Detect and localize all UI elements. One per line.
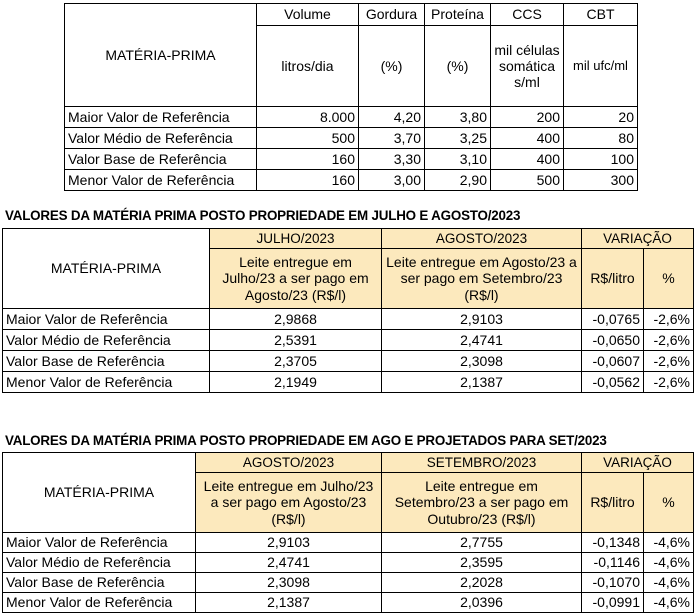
table-row	[65, 170, 638, 191]
column-description: Leite entregue em Agosto/23 a ser pago em Setembro/23 (R$/l)	[382, 249, 582, 309]
row-label: Valor Base de Referência	[65, 149, 257, 170]
cell-value: 160	[257, 170, 359, 191]
row-label: Menor Valor de Referência	[3, 593, 196, 613]
unit-label: R$/litro	[582, 249, 644, 309]
unit-label: %	[644, 473, 694, 533]
table2-title: VALORES DA MATÉRIA PRIMA POSTO PROPRIEDADE EM JULHO E AGOSTO/2023	[5, 208, 521, 223]
cell-value: 2,9868	[210, 309, 382, 330]
table-row	[3, 533, 694, 553]
unit-label: (%)	[359, 26, 425, 107]
raw-material-header: MATÉRIA-PRIMA	[65, 4, 257, 107]
variation-header: VARIAÇÃO	[582, 229, 694, 249]
cell-value: 500	[491, 170, 564, 191]
cell-value: 2,4741	[196, 553, 382, 573]
cell-value: -0,0562	[582, 372, 644, 393]
august-september-table	[2, 452, 694, 613]
cell-value: 2,90	[425, 170, 491, 191]
column-description: Leite entregue em Julho/23 a ser pago em Agosto/23 (R$/l)	[196, 473, 382, 533]
column-header: CCS	[491, 4, 564, 26]
cell-value: 3,10	[425, 149, 491, 170]
july-august-table	[2, 228, 694, 393]
table-row	[3, 593, 694, 613]
cell-value: 2,7755	[382, 533, 582, 553]
cell-value: 2,9103	[382, 309, 582, 330]
cell-value: 80	[564, 128, 638, 149]
month-header: AGOSTO/2023	[382, 229, 582, 249]
table-row	[3, 351, 694, 372]
cell-value: -0,1070	[582, 573, 644, 593]
column-description: Leite entregue em Setembro/23 a ser pago em Outubro/23 (R$/l)	[382, 473, 582, 533]
table-row	[65, 149, 638, 170]
cell-value: -2,6%	[644, 372, 694, 393]
cell-value: 160	[257, 149, 359, 170]
cell-value: 2,4741	[382, 330, 582, 351]
cell-value: 3,30	[359, 149, 425, 170]
cell-value: -4,6%	[644, 573, 694, 593]
row-label: Valor Médio de Referência	[65, 128, 257, 149]
cell-value: -2,6%	[644, 309, 694, 330]
row-label: Valor Base de Referência	[3, 351, 210, 372]
cell-value: 400	[491, 128, 564, 149]
cell-value: 500	[257, 128, 359, 149]
unit-label: %	[644, 249, 694, 309]
cell-value: 2,3098	[196, 573, 382, 593]
variation-header: VARIAÇÃO	[582, 453, 694, 473]
month-header: JULHO/2023	[210, 229, 382, 249]
cell-value: 2,9103	[196, 533, 382, 553]
cell-value: 2,3098	[382, 351, 582, 372]
cell-value: 3,25	[425, 128, 491, 149]
table3-title: VALORES DA MATÉRIA PRIMA POSTO PROPRIEDADE EM AGO E PROJETADOS PARA SET/2023	[5, 433, 607, 448]
row-label: Valor Médio de Referência	[3, 553, 196, 573]
cell-value: 2,3705	[210, 351, 382, 372]
unit-label: litros/dia	[257, 26, 359, 107]
reference-values-table	[64, 3, 638, 191]
month-header: AGOSTO/2023	[196, 453, 382, 473]
row-label: Valor Base de Referência	[3, 573, 196, 593]
table-row	[3, 330, 694, 351]
cell-value: -4,6%	[644, 593, 694, 613]
cell-value: 20	[564, 107, 638, 128]
table-row	[3, 372, 694, 393]
table-row	[3, 553, 694, 573]
cell-value: 2,0396	[382, 593, 582, 613]
column-header: CBT	[564, 4, 638, 26]
row-label: Maior Valor de Referência	[3, 309, 210, 330]
cell-value: -4,6%	[644, 533, 694, 553]
raw-material-header: MATÉRIA-PRIMA	[3, 453, 196, 533]
unit-label: (%)	[425, 26, 491, 107]
unit-label: mil ufc/ml	[564, 26, 638, 107]
column-header: Gordura	[359, 4, 425, 26]
cell-value: 300	[564, 170, 638, 191]
cell-value: -2,6%	[644, 351, 694, 372]
cell-value: -0,1348	[582, 533, 644, 553]
table-row	[3, 573, 694, 593]
cell-value: 400	[491, 149, 564, 170]
cell-value: -0,0650	[582, 330, 644, 351]
column-header: Volume	[257, 4, 359, 26]
table-row	[65, 107, 638, 128]
column-header: Proteína	[425, 4, 491, 26]
cell-value: 200	[491, 107, 564, 128]
cell-value: 2,2028	[382, 573, 582, 593]
cell-value: 3,70	[359, 128, 425, 149]
cell-value: -4,6%	[644, 553, 694, 573]
cell-value: -0,1146	[582, 553, 644, 573]
cell-value: -0,0765	[582, 309, 644, 330]
cell-value: 2,1387	[196, 593, 382, 613]
table-row	[65, 128, 638, 149]
table-row	[3, 309, 694, 330]
cell-value: 2,3595	[382, 553, 582, 573]
cell-value: -0,0991	[582, 593, 644, 613]
cell-value: 8.000	[257, 107, 359, 128]
cell-value: 2,5391	[210, 330, 382, 351]
cell-value: 2,1387	[382, 372, 582, 393]
row-label: Valor Médio de Referência	[3, 330, 210, 351]
cell-value: 100	[564, 149, 638, 170]
row-label: Maior Valor de Referência	[65, 107, 257, 128]
cell-value: 4,20	[359, 107, 425, 128]
row-label: Maior Valor de Referência	[3, 533, 196, 553]
cell-value: 2,1949	[210, 372, 382, 393]
cell-value: 3,00	[359, 170, 425, 191]
cell-value: -0,0607	[582, 351, 644, 372]
unit-label: R$/litro	[582, 473, 644, 533]
cell-value: 3,80	[425, 107, 491, 128]
month-header: SETEMBRO/2023	[382, 453, 582, 473]
row-label: Menor Valor de Referência	[65, 170, 257, 191]
cell-value: -2,6%	[644, 330, 694, 351]
raw-material-header: MATÉRIA-PRIMA	[3, 229, 210, 309]
unit-label: mil células somática s/ml	[491, 26, 564, 107]
column-description: Leite entregue em Julho/23 a ser pago em Agosto/23 (R$/l)	[210, 249, 382, 309]
row-label: Menor Valor de Referência	[3, 372, 210, 393]
